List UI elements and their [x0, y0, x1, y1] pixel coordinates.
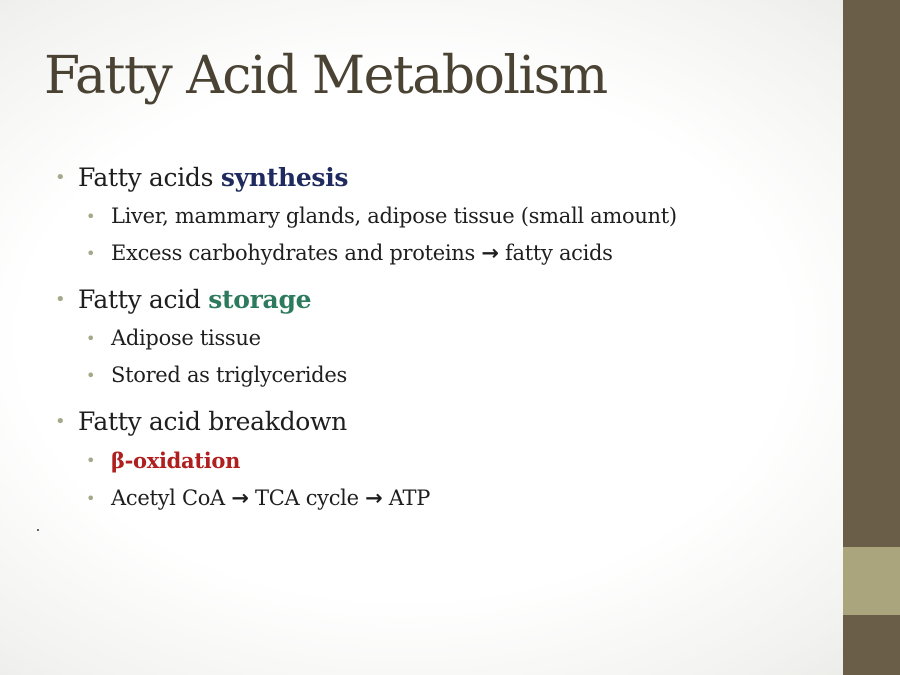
sub-bullet-text: Liver, mammary glands, adipose tissue (small amount)	[111, 204, 677, 228]
sub-bullet-text: Stored as triglycerides	[111, 363, 347, 387]
bullet-synthesis-prefix: Fatty acids	[78, 163, 221, 192]
keyword-storage: storage	[208, 285, 312, 314]
bullet-list	[55, 160, 835, 517]
bullet-breakdown	[55, 404, 835, 517]
sub-bullet-text: Adipose tissue	[111, 326, 261, 350]
sub-bullet-text: Acetyl CoA	[111, 486, 232, 510]
sub-bullet-acetyl	[82, 480, 835, 517]
slide-sidebar-accent	[843, 547, 900, 615]
bullet-dot-icon: •	[86, 489, 96, 508]
bullet-dot-icon: •	[86, 451, 96, 470]
arrow-right-icon: →	[365, 486, 383, 510]
bullet-dot-icon: •	[55, 411, 66, 432]
bullet-synthesis	[55, 160, 835, 272]
bullet-storage	[55, 282, 835, 394]
sub-list-breakdown	[78, 442, 835, 517]
sub-bullet-oxidation	[82, 442, 835, 480]
bullet-dot-icon: •	[86, 244, 96, 263]
bullet-dot-icon: •	[86, 207, 96, 226]
bullet-storage-prefix: Fatty acid	[78, 285, 209, 314]
bullet-dot-icon: •	[55, 289, 66, 310]
bullet-dot-icon: •	[86, 329, 96, 348]
keyword-beta-oxidation: β-oxidation	[111, 448, 241, 473]
arrow-right-icon: →	[481, 241, 499, 265]
sub-bullet-text: ATP	[382, 486, 431, 510]
keyword-synthesis: synthesis	[220, 163, 349, 192]
sub-list-synthesis	[78, 198, 835, 272]
sub-bullet-triglycerides	[82, 357, 835, 394]
sub-bullet-text: fatty acids	[498, 241, 613, 265]
bullet-breakdown-prefix: Fatty acid breakdown	[78, 407, 347, 436]
bullet-dot-icon: •	[55, 167, 66, 188]
bullet-dot-icon: •	[86, 366, 96, 385]
slide-title: Fatty Acid Metabolism	[44, 46, 607, 106]
arrow-right-icon: →	[231, 486, 249, 510]
sub-bullet-text: Excess carbohydrates and proteins	[111, 241, 482, 265]
stray-dot	[37, 529, 39, 531]
sub-bullet-sites	[82, 198, 835, 235]
sub-list-storage	[78, 320, 835, 394]
sub-bullet-excess	[82, 235, 835, 272]
sub-bullet-adipose	[82, 320, 835, 357]
sub-bullet-text: TCA cycle	[248, 486, 366, 510]
